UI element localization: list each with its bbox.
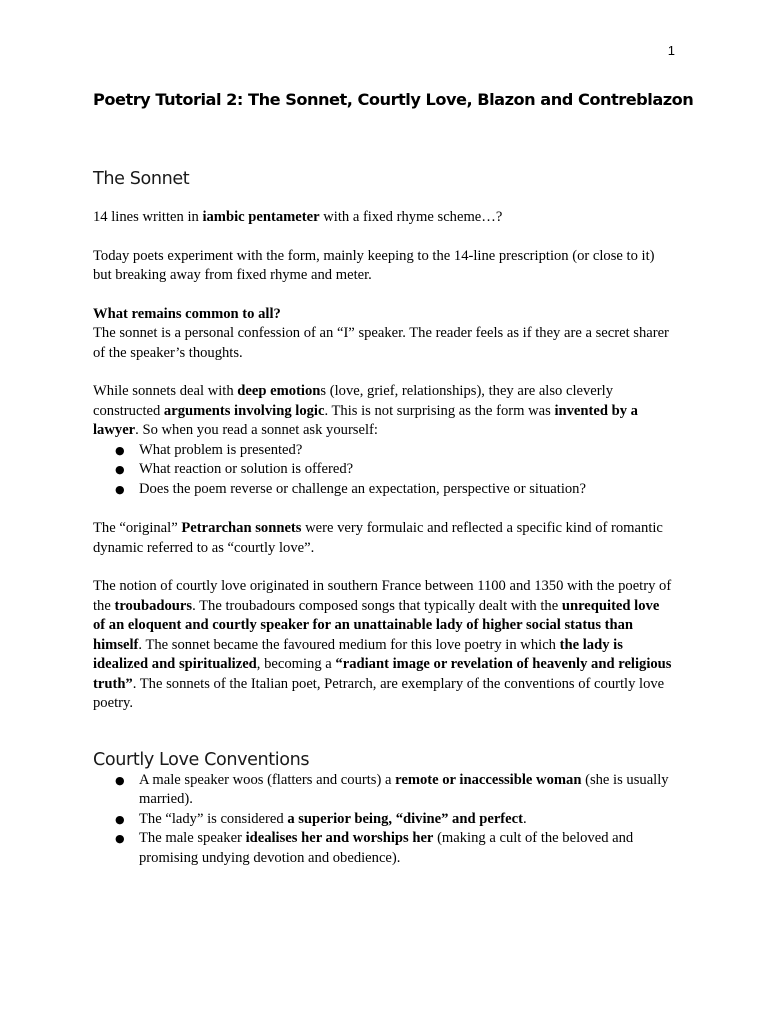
list-item: ● The “lady” is considered a superior being, “divine” and perfect. <box>93 810 675 830</box>
conventions-list <box>93 771 675 869</box>
document-title: Poetry Tutorial 2: The Sonnet, Courtly Love, Blazon and Contreblazon <box>93 90 694 109</box>
bullet-icon: ● <box>115 463 125 476</box>
bullet-icon: ● <box>115 773 125 787</box>
paragraph-emotions-logic: While sonnets deal with deep emotions (love, grief, relationships), they are also cleverly constructed arguments involving logic. This is not surprising as the form was invented by a lawyer. So when you read a sonnet ask yourself: <box>93 383 638 438</box>
list-item: ● Does the poem reverse or challenge an expectation, perspective or situation? <box>93 480 675 500</box>
list-item: ● What reaction or solution is offered? <box>93 460 675 480</box>
paragraph-common <box>93 305 675 364</box>
list-item: ● A male speaker woos (flatters and courts) a remote or inaccessible woman (she is usually married). <box>115 771 669 807</box>
paragraph-courtly-origin: The notion of courtly love originated in southern France between 1100 and 1350 with the poetry of the troubadours. The troubadours composed songs that typically dealt with the unrequited love of an eloquent and courtly speaker for an unattainable lady of higher social status than himself. The sonnet became the favoured medium for this love poetry in which the lady is idealized and spiritualized, becoming a “radiant image or revelation of heavenly and religious truth”. The sonnets of the Italian poet, Petrarch, are exemplary of the conventions of courtly love poetry. <box>93 578 672 711</box>
page-number: 1 <box>667 43 675 58</box>
question-list <box>93 441 675 500</box>
list-item: ● The male speaker idealises her and worships her (making a cult of the beloved and promising undying devotion and obedience). <box>115 830 634 866</box>
paragraph-petrarchan: The “original” Petrarchan sonnets were very formulaic and reflected a specific kind of romantic dynamic referred to as “courtly love”. <box>93 520 663 556</box>
bullet-icon: ● <box>115 482 125 496</box>
bullet-icon: ● <box>115 832 125 845</box>
section-heading-courtly-love: Courtly Love Conventions <box>93 749 310 770</box>
document-body <box>93 86 694 868</box>
bullet-icon: ● <box>115 443 125 457</box>
common-answer: The sonnet is a personal confession of an “I” speaker. The reader feels as if they are a secret sharer of the speaker’s thoughts. <box>93 325 669 361</box>
common-question-heading: What remains common to all? <box>93 305 281 322</box>
section-heading-sonnet: The Sonnet <box>93 169 190 189</box>
list-item: ● What problem is presented? <box>93 441 675 461</box>
paragraph-definition: 14 lines written in iambic pentameter with a fixed rhyme scheme…? <box>93 209 503 225</box>
paragraph-modern-poets: Today poets experiment with the form, mainly keeping to the 14-line prescription (or close to it) but breaking away from fixed rhyme and meter. <box>93 247 655 283</box>
bullet-icon: ● <box>115 812 125 826</box>
